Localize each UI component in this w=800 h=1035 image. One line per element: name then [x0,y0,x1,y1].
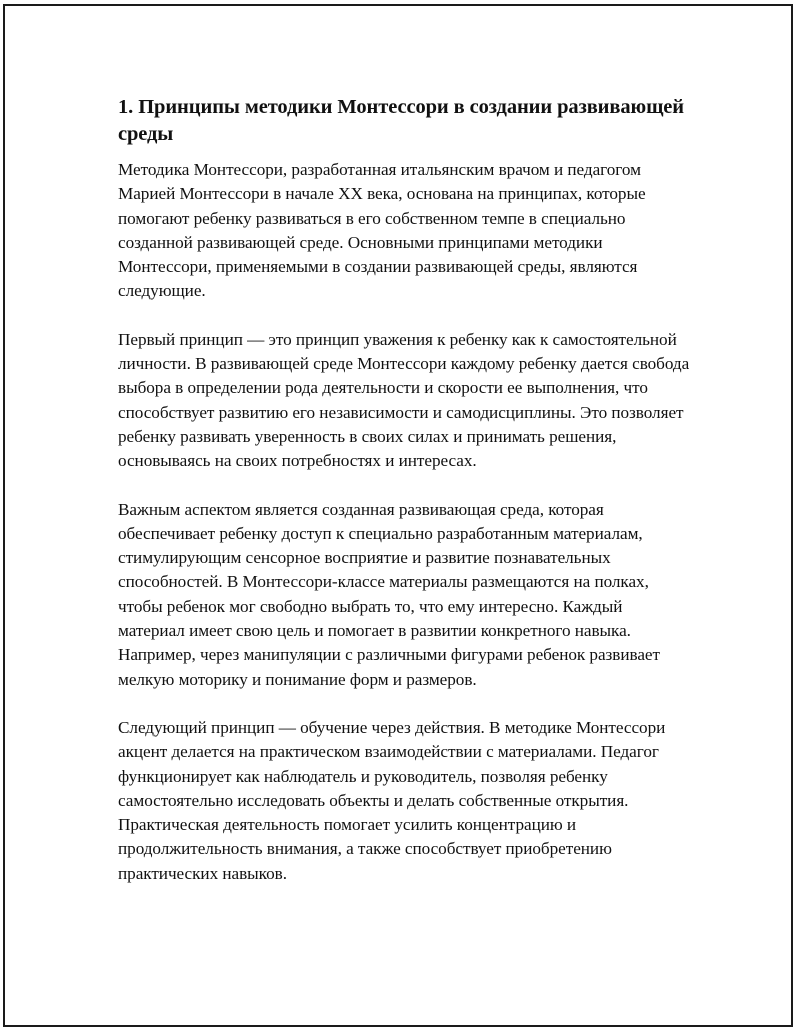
document-body [118,94,693,910]
paragraph-environment: Важным аспектом является созданная развивающая среда, которая обеспечивает ребенку доступ к специально разработанным материалам, стимулирующим сенсорное восприятие и развитие познавательных способностей. В Монтессори-классе материалы размещаются на полках, чтобы ребенок мог свободно выбрать то, что ему интересно. Каждый материал имеет свою цель и помогает в развитии конкретного навыка. Например, через манипуляции с различными фигурами ребенок развивает мелкую моторику и понимание форм и размеров. [118,499,660,689]
paragraph-respect-principle: Первый принцип — это принцип уважения к ребенку как к самостоятельной личности. В развивающей среде Монтессори каждому ребенку дается свобода выбора в определении рода деятельности и скорости ее выполнения, что способствует развитию его независимости и самодисциплины. Это позволяет ребенку развивать уверенность в своих силах и принимать решения, основываясь на своих потребностях и интересах. [118,329,690,471]
paragraph-intro: Методика Монтессори, разработанная итальянским врачом и педагогом Марией Монтессори в начале XX века, основана на принципах, которые помогают ребенку развиваться в его собственном темпе в специально созданной развивающей среде. Основными принципами методики Монтессори, применяемыми в создании развивающей среды, являются следующие. [118,160,646,301]
section-title: 1. Принципы методики Монтессори в создании развивающей среды [118,96,684,145]
paragraph-learning-by-doing: Следующий принцип — обучение через действия. В методике Монтессори акцент делается на практическом взаимодействии с материалами. Педагог функционирует как наблюдатель и руководитель, позволяя ребенку самостоятельно исследовать объекты и делать собственные открытия. Практическая деятельность помогает усилить концентрацию и продолжительность внимания, а также способствует приобретению практических навыков. [118,717,666,883]
